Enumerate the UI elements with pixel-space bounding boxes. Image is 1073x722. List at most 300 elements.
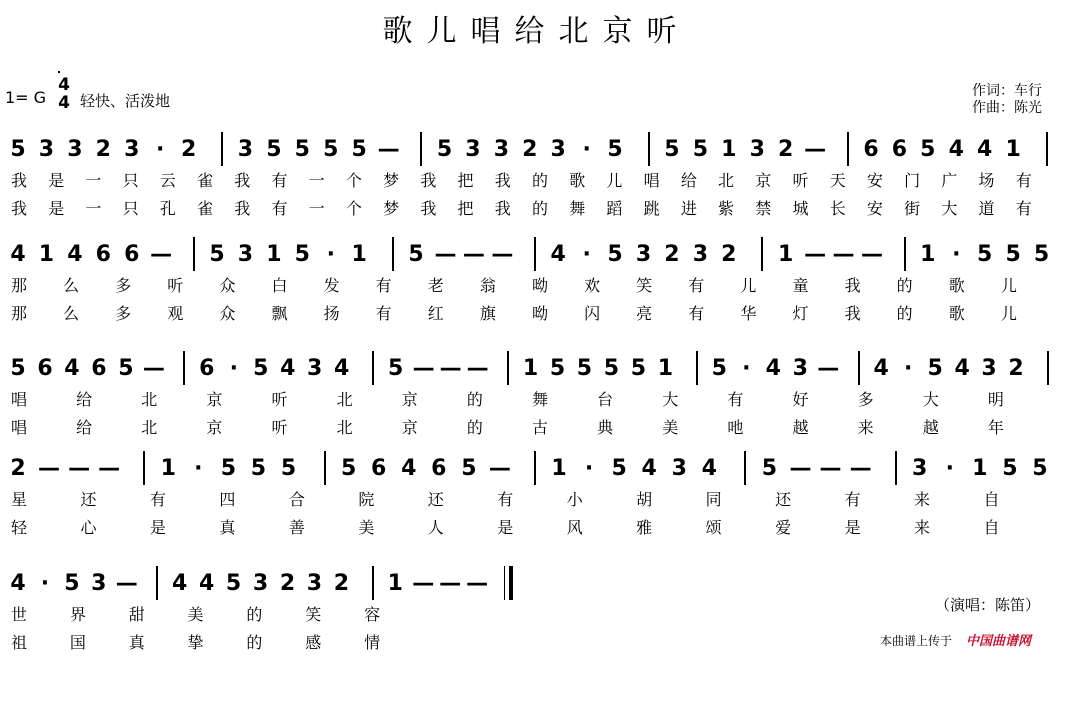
lyric-verse1-char: 有: [1015, 171, 1032, 190]
note: 6: [91, 356, 107, 381]
lyric-verse1-char: 欢: [584, 276, 601, 295]
lyric-verse1-char: 舞: [531, 390, 548, 409]
note: 1: [972, 456, 988, 481]
lyric-verse1-char: 京: [206, 390, 223, 409]
time-signature: [58, 76, 70, 112]
lyric-verse1-char: 把: [457, 171, 474, 190]
barline: [324, 451, 326, 485]
lyric-verse1-char: 有: [149, 490, 166, 509]
lyric-verse2-char: 大: [941, 199, 958, 218]
lyric-verse2-char: 城: [792, 199, 809, 218]
note: 3: [465, 137, 481, 162]
dash-sustain: —: [860, 242, 883, 267]
note: 5: [118, 356, 134, 381]
note: 4: [765, 356, 781, 381]
note: 2: [279, 571, 296, 596]
lyric-verse2-char: 祖: [10, 633, 27, 652]
dash-sustain: —: [466, 571, 489, 596]
lyric-verse1-char: 的: [246, 605, 263, 624]
lyric-verse1-char: 京: [401, 390, 418, 409]
lyric-verse1-char: 星: [10, 490, 27, 509]
note: 5: [576, 356, 593, 381]
upload-note: 本曲谱上传于: [880, 634, 953, 648]
lyric-verse2-char: 呦: [531, 304, 548, 323]
note: 5: [1033, 242, 1050, 267]
lyric-verse2-char: 一: [308, 199, 325, 218]
lyric-verse2-char: 那: [10, 304, 27, 323]
note: 5: [1032, 456, 1048, 481]
note: 3: [124, 137, 140, 162]
barline: [372, 566, 374, 600]
lyric-verse1-char: 我: [234, 171, 251, 190]
lyric-verse1-char: 还: [427, 490, 444, 509]
dot-augment: ·: [584, 456, 594, 481]
lyric-verse2-char: 美: [662, 418, 679, 437]
lyric-verse1-char: 翁: [479, 276, 496, 295]
lyric-verse1-char: 雀: [197, 171, 214, 190]
lyric-verse2-char: 善: [288, 518, 305, 537]
dash-sustain: —: [439, 356, 462, 381]
note: 5: [1005, 242, 1021, 267]
lyric-verse1-char: 美: [187, 605, 204, 624]
lyric-verse2-char: 有: [688, 304, 705, 323]
note: 4: [641, 456, 657, 481]
lyric-verse2-char: 多: [115, 304, 132, 323]
dash-sustain: —: [38, 456, 61, 481]
lyric-verse2-char: 北: [141, 418, 158, 437]
note: 2: [522, 137, 538, 162]
lyric-verse2-char: 梦: [383, 199, 400, 218]
lyric-verse2-char: 只: [122, 199, 139, 218]
note: 3: [237, 242, 254, 267]
barline: [847, 132, 849, 166]
note: 1: [657, 356, 674, 381]
note: 5: [761, 456, 778, 481]
note: 1: [160, 456, 176, 481]
lyric-verse2-char: 舞: [569, 199, 586, 218]
barline: [858, 351, 860, 385]
note: 4: [701, 456, 717, 481]
lyric-verse1-char: 来: [914, 490, 931, 509]
dash-sustain: —: [789, 456, 812, 481]
lyric-verse1-char: 北: [718, 171, 735, 190]
lyric-verse2-char: 风: [566, 518, 583, 537]
lyric-verse1-char: 儿: [740, 276, 757, 295]
lyric-verse1-char: 我: [844, 276, 861, 295]
note: 1: [351, 242, 367, 267]
key-signature: 1= G: [5, 88, 47, 107]
lyric-verse2-char: 飘: [271, 304, 288, 323]
lyric-verse1-char: 只: [122, 171, 139, 190]
note: 5: [209, 242, 225, 267]
note: 4: [873, 356, 889, 381]
lyric-verse2-char: 听: [271, 418, 288, 437]
note: 5: [250, 456, 267, 481]
note: 3: [749, 137, 765, 162]
lyric-verse2-char: 年: [987, 418, 1004, 437]
lyric-verse1-char: 给: [76, 390, 93, 409]
lyric-verse2-char: 是: [497, 518, 514, 537]
note: 4: [67, 242, 83, 267]
note: 3: [91, 571, 107, 596]
dot-augment: ·: [582, 242, 591, 267]
lyric-verse2-char: 长: [829, 199, 846, 218]
lyric-verse2-char: 人: [427, 518, 444, 537]
note: 3: [981, 356, 997, 381]
lyric-verse1-char: 有: [844, 490, 861, 509]
lyric-verse1-char: 听: [792, 171, 809, 190]
note: 3: [306, 571, 323, 596]
lyric-verse2-char: 越: [792, 418, 809, 437]
note: 5: [253, 356, 269, 381]
note: 1: [266, 242, 282, 267]
lyric-verse1-char: 有: [375, 276, 392, 295]
note: 5: [340, 456, 357, 481]
note: 1: [522, 356, 539, 381]
note: 5: [607, 242, 623, 267]
dash-sustain: —: [142, 356, 165, 381]
lyric-verse1-char: 容: [364, 605, 381, 624]
lyric-verse1-char: 一: [308, 171, 325, 190]
lyric-verse2-char: 真: [128, 633, 145, 652]
lyric-verse1-char: 呦: [531, 276, 548, 295]
note: 2: [95, 137, 111, 162]
lyric-verse2-char: 禁: [755, 199, 772, 218]
lyric-verse1-char: 发: [323, 276, 340, 295]
lyric-verse1-char: 唱: [643, 171, 660, 190]
lyric-verse2-char: 有: [1015, 199, 1032, 218]
lyric-verse2-char: 个: [345, 199, 362, 218]
note: 5: [351, 137, 367, 162]
lyric-verse2-char: 旗: [479, 304, 496, 323]
barline: [392, 237, 394, 271]
barline: [221, 132, 223, 166]
note: 6: [37, 356, 53, 381]
lyric-verse2-char: 的: [531, 199, 548, 218]
note: 5: [920, 137, 936, 162]
note: 2: [778, 137, 794, 162]
lyric-verse2-char: 有: [271, 199, 288, 218]
note: 3: [237, 137, 254, 162]
lyric-verse2-char: 雅: [636, 518, 653, 537]
note: 5: [323, 137, 339, 162]
lyric-verse2-char: 心: [80, 518, 97, 537]
time-signature-line: [58, 71, 60, 73]
singer-credit: （演唱：陈笛）: [935, 596, 1041, 614]
note: 2: [664, 242, 680, 267]
note: 5: [10, 356, 26, 381]
lyric-verse2-char: 跳: [643, 199, 660, 218]
dash-sustain: —: [488, 456, 511, 481]
lyric-verse1-char: 广: [941, 171, 958, 190]
lyric-verse2-char: 道: [978, 199, 995, 218]
note: 5: [280, 456, 297, 481]
note: 4: [172, 571, 188, 596]
note: 5: [611, 456, 627, 481]
lyric-verse2-char: 京: [206, 418, 223, 437]
dash-sustain: —: [115, 571, 138, 596]
lyric-verse1-char: 一: [85, 171, 102, 190]
note: 6: [371, 456, 387, 481]
note: 4: [198, 571, 215, 596]
lyric-verse1-char: 好: [792, 390, 809, 409]
lyric-verse2-char: 进: [680, 199, 697, 218]
note: 4: [977, 137, 993, 162]
note: 1: [920, 242, 936, 267]
lyric-verse1-char: 大: [662, 390, 679, 409]
dot-augment: ·: [326, 242, 335, 267]
song-title: 歌儿唱给北京听: [382, 14, 691, 49]
lyric-verse2-char: 闪: [584, 304, 601, 323]
barline: [420, 132, 422, 166]
lyric-verse1-char: 台: [597, 390, 614, 409]
note: 1: [551, 456, 567, 481]
lyric-verse1-char: 天: [829, 171, 846, 190]
lyric-verse2-char: 我: [234, 199, 251, 218]
lyric-verse1-char: 大: [922, 390, 939, 409]
lyric-verse1-char: 梦: [383, 171, 400, 190]
barline: [156, 566, 158, 600]
note: 4: [401, 456, 417, 481]
lyric-verse2-char: 来: [914, 518, 931, 537]
lyric-verse1-char: 有: [271, 171, 288, 190]
lyric-verse1-char: 个: [345, 171, 362, 190]
lyric-verse2-char: 挚: [187, 633, 204, 652]
note: 3: [635, 242, 652, 267]
note: 3: [550, 137, 566, 162]
lyric-verse1-char: 还: [775, 490, 792, 509]
note: 3: [252, 571, 269, 596]
dash-sustain: —: [817, 356, 840, 381]
site-logo: 中国曲谱网: [966, 634, 1032, 649]
lyric-verse1-char: 北: [336, 390, 353, 409]
note: 4: [948, 137, 964, 162]
lyric-verse2-char: 儿: [1000, 304, 1017, 323]
lyric-verse1-char: 有: [727, 390, 744, 409]
note: 6: [431, 456, 447, 481]
lyric-verse1-char: 唱: [10, 390, 27, 409]
final-barline-thick: [509, 566, 513, 600]
note: 6: [95, 242, 111, 267]
lyric-verse1-char: 给: [680, 171, 697, 190]
lyric-verse2-char: 美: [358, 518, 375, 537]
dash-sustain: —: [439, 571, 462, 596]
barline: [761, 237, 763, 271]
lyric-verse2-char: 观: [167, 304, 184, 323]
lyric-verse1-char: 听: [167, 276, 184, 295]
lyric-verse2-char: 典: [597, 418, 614, 437]
dash-sustain: —: [68, 456, 91, 481]
lyric-verse1-char: 门: [904, 171, 921, 190]
lyric-verse1-char: 儿: [606, 171, 623, 190]
barline: [744, 451, 746, 485]
lyric-verse1-char: 我: [494, 171, 511, 190]
lyric-verse2-char: 越: [922, 418, 939, 437]
lyric-verse1-char: 同: [705, 490, 722, 509]
note: 4: [10, 571, 26, 596]
lyric-verse1-char: 笑: [636, 276, 653, 295]
dash-sustain: —: [412, 571, 435, 596]
dash-sustain: —: [832, 242, 855, 267]
lyric-verse1-char: 老: [427, 276, 444, 295]
lyric-verse2-char: 华: [740, 304, 757, 323]
note: 5: [294, 137, 310, 162]
note: 5: [692, 137, 709, 162]
note: 6: [863, 137, 879, 162]
dash-sustain: —: [150, 242, 173, 267]
note: 5: [630, 356, 647, 381]
note: 5: [294, 242, 310, 267]
lyric-verse1-char: 界: [69, 605, 86, 624]
dot-augment: ·: [582, 137, 591, 162]
lyric-verse2-char: 蹈: [606, 199, 623, 218]
dot-augment: ·: [945, 456, 954, 481]
note: 5: [220, 456, 237, 481]
lyric-verse1-char: 歌: [569, 171, 586, 190]
lyric-verse2-char: 街: [904, 199, 921, 218]
final-barline-thin: [504, 566, 505, 600]
barline: [534, 451, 536, 485]
lyric-verse2-char: 感: [305, 633, 322, 652]
lyric-verse2-char: 是: [48, 199, 65, 218]
note: 3: [671, 456, 687, 481]
note: 4: [334, 356, 350, 381]
barline: [143, 451, 145, 485]
lyric-verse1-char: 么: [63, 276, 80, 295]
barline: [1047, 351, 1049, 385]
barline: [534, 237, 536, 271]
note: 2: [10, 456, 26, 481]
lyric-verse2-char: 我: [494, 199, 511, 218]
lyric-verse1-char: 是: [48, 171, 65, 190]
note: 3: [692, 242, 709, 267]
note: 1: [778, 242, 794, 267]
note: 5: [549, 356, 566, 381]
lyric-verse2-char: 的: [466, 418, 483, 437]
lyric-verse1-char: 云: [159, 171, 176, 190]
lyric-verse2-char: 是: [149, 518, 166, 537]
dash-sustain: —: [377, 137, 400, 162]
lyric-verse2-char: 我: [10, 199, 27, 218]
note: 1: [38, 242, 55, 267]
lyric-verse2-char: 的: [246, 633, 263, 652]
note: 5: [64, 571, 80, 596]
lyric-verse1-char: 甜: [128, 605, 145, 624]
note: 1: [387, 571, 403, 596]
time-signature-bottom: 4: [58, 93, 70, 113]
lyric-verse2-char: 是: [844, 518, 861, 537]
note: 5: [436, 137, 453, 162]
lyric-verse2-char: 轻: [10, 518, 27, 537]
dash-sustain: —: [849, 456, 872, 481]
note: 5: [664, 137, 680, 162]
barline: [696, 351, 698, 385]
dot-augment: ·: [229, 356, 238, 381]
lyric-verse2-char: 爱: [775, 518, 792, 537]
barline: [648, 132, 650, 166]
lyricist-credit: 作词：车行: [972, 83, 1042, 99]
lyric-verse2-char: 红: [427, 304, 444, 323]
barline: [904, 237, 906, 271]
composer-credit: 作曲：陈光: [972, 100, 1042, 116]
note: 3: [67, 137, 83, 162]
note: 1: [1005, 137, 1021, 162]
note: 5: [927, 356, 943, 381]
lyric-verse2-char: 唱: [10, 418, 27, 437]
lyric-verse2-char: 雀: [197, 199, 214, 218]
barline: [372, 351, 374, 385]
lyric-verse1-char: 明: [987, 390, 1004, 409]
lyric-verse2-char: 灯: [792, 304, 809, 323]
lyric-verse2-char: 一: [85, 199, 102, 218]
note: 3: [307, 356, 323, 381]
dot-augment: ·: [903, 356, 913, 381]
note: 3: [38, 137, 55, 162]
lyric-verse2-char: 我: [844, 304, 861, 323]
lyric-verse2-char: 国: [69, 633, 86, 652]
lyric-verse1-char: 那: [10, 276, 27, 295]
lyric-verse1-char: 北: [141, 390, 158, 409]
dash-sustain: —: [462, 242, 485, 267]
barline: [193, 237, 195, 271]
lyric-verse2-char: 么: [63, 304, 80, 323]
lyric-verse1-char: 的: [896, 276, 913, 295]
lyric-verse2-char: 给: [76, 418, 93, 437]
note: 3: [792, 356, 808, 381]
note: 5: [1002, 456, 1018, 481]
lyric-verse1-char: 小: [566, 490, 583, 509]
tempo-marking: 轻快、活泼地: [80, 92, 171, 110]
lyric-verse1-char: 自: [983, 490, 1000, 509]
note: 5: [225, 571, 242, 596]
lyric-verse1-char: 多: [857, 390, 874, 409]
lyric-verse1-char: 场: [978, 171, 995, 190]
lyric-verse1-char: 白: [271, 276, 288, 295]
dot-augment: ·: [40, 571, 50, 596]
lyric-verse2-char: 众: [219, 304, 236, 323]
dash-sustain: —: [804, 242, 827, 267]
note: 6: [891, 137, 908, 162]
lyric-verse1-char: 四: [219, 490, 236, 509]
lyric-verse2-char: 把: [457, 199, 474, 218]
lyric-verse2-char: 吔: [727, 418, 744, 437]
note: 5: [461, 456, 477, 481]
time-signature-top: 4: [58, 75, 70, 95]
lyric-verse2-char: 亮: [636, 304, 653, 323]
lyric-verse1-char: 院: [358, 490, 375, 509]
note: 6: [199, 356, 215, 381]
lyric-verse2-char: 我: [420, 199, 437, 218]
dash-sustain: —: [491, 242, 514, 267]
lyric-verse1-char: 笑: [305, 605, 322, 624]
lyric-verse2-char: 来: [857, 418, 874, 437]
note: 3: [912, 456, 928, 481]
lyric-verse2-char: 歌: [948, 304, 965, 323]
note: 5: [607, 137, 623, 162]
note: 5: [977, 242, 993, 267]
note: 5: [387, 356, 404, 381]
lyric-verse1-char: 多: [115, 276, 132, 295]
dash-sustain: —: [434, 242, 457, 267]
note: 5: [266, 137, 282, 162]
lyric-verse2-char: 真: [219, 518, 236, 537]
lyric-verse2-char: 有: [375, 304, 392, 323]
lyric-verse2-char: 的: [896, 304, 913, 323]
lyric-verse2-char: 紫: [718, 199, 735, 218]
note: 5: [10, 137, 26, 162]
note: 4: [10, 242, 26, 267]
dash-sustain: —: [466, 356, 489, 381]
